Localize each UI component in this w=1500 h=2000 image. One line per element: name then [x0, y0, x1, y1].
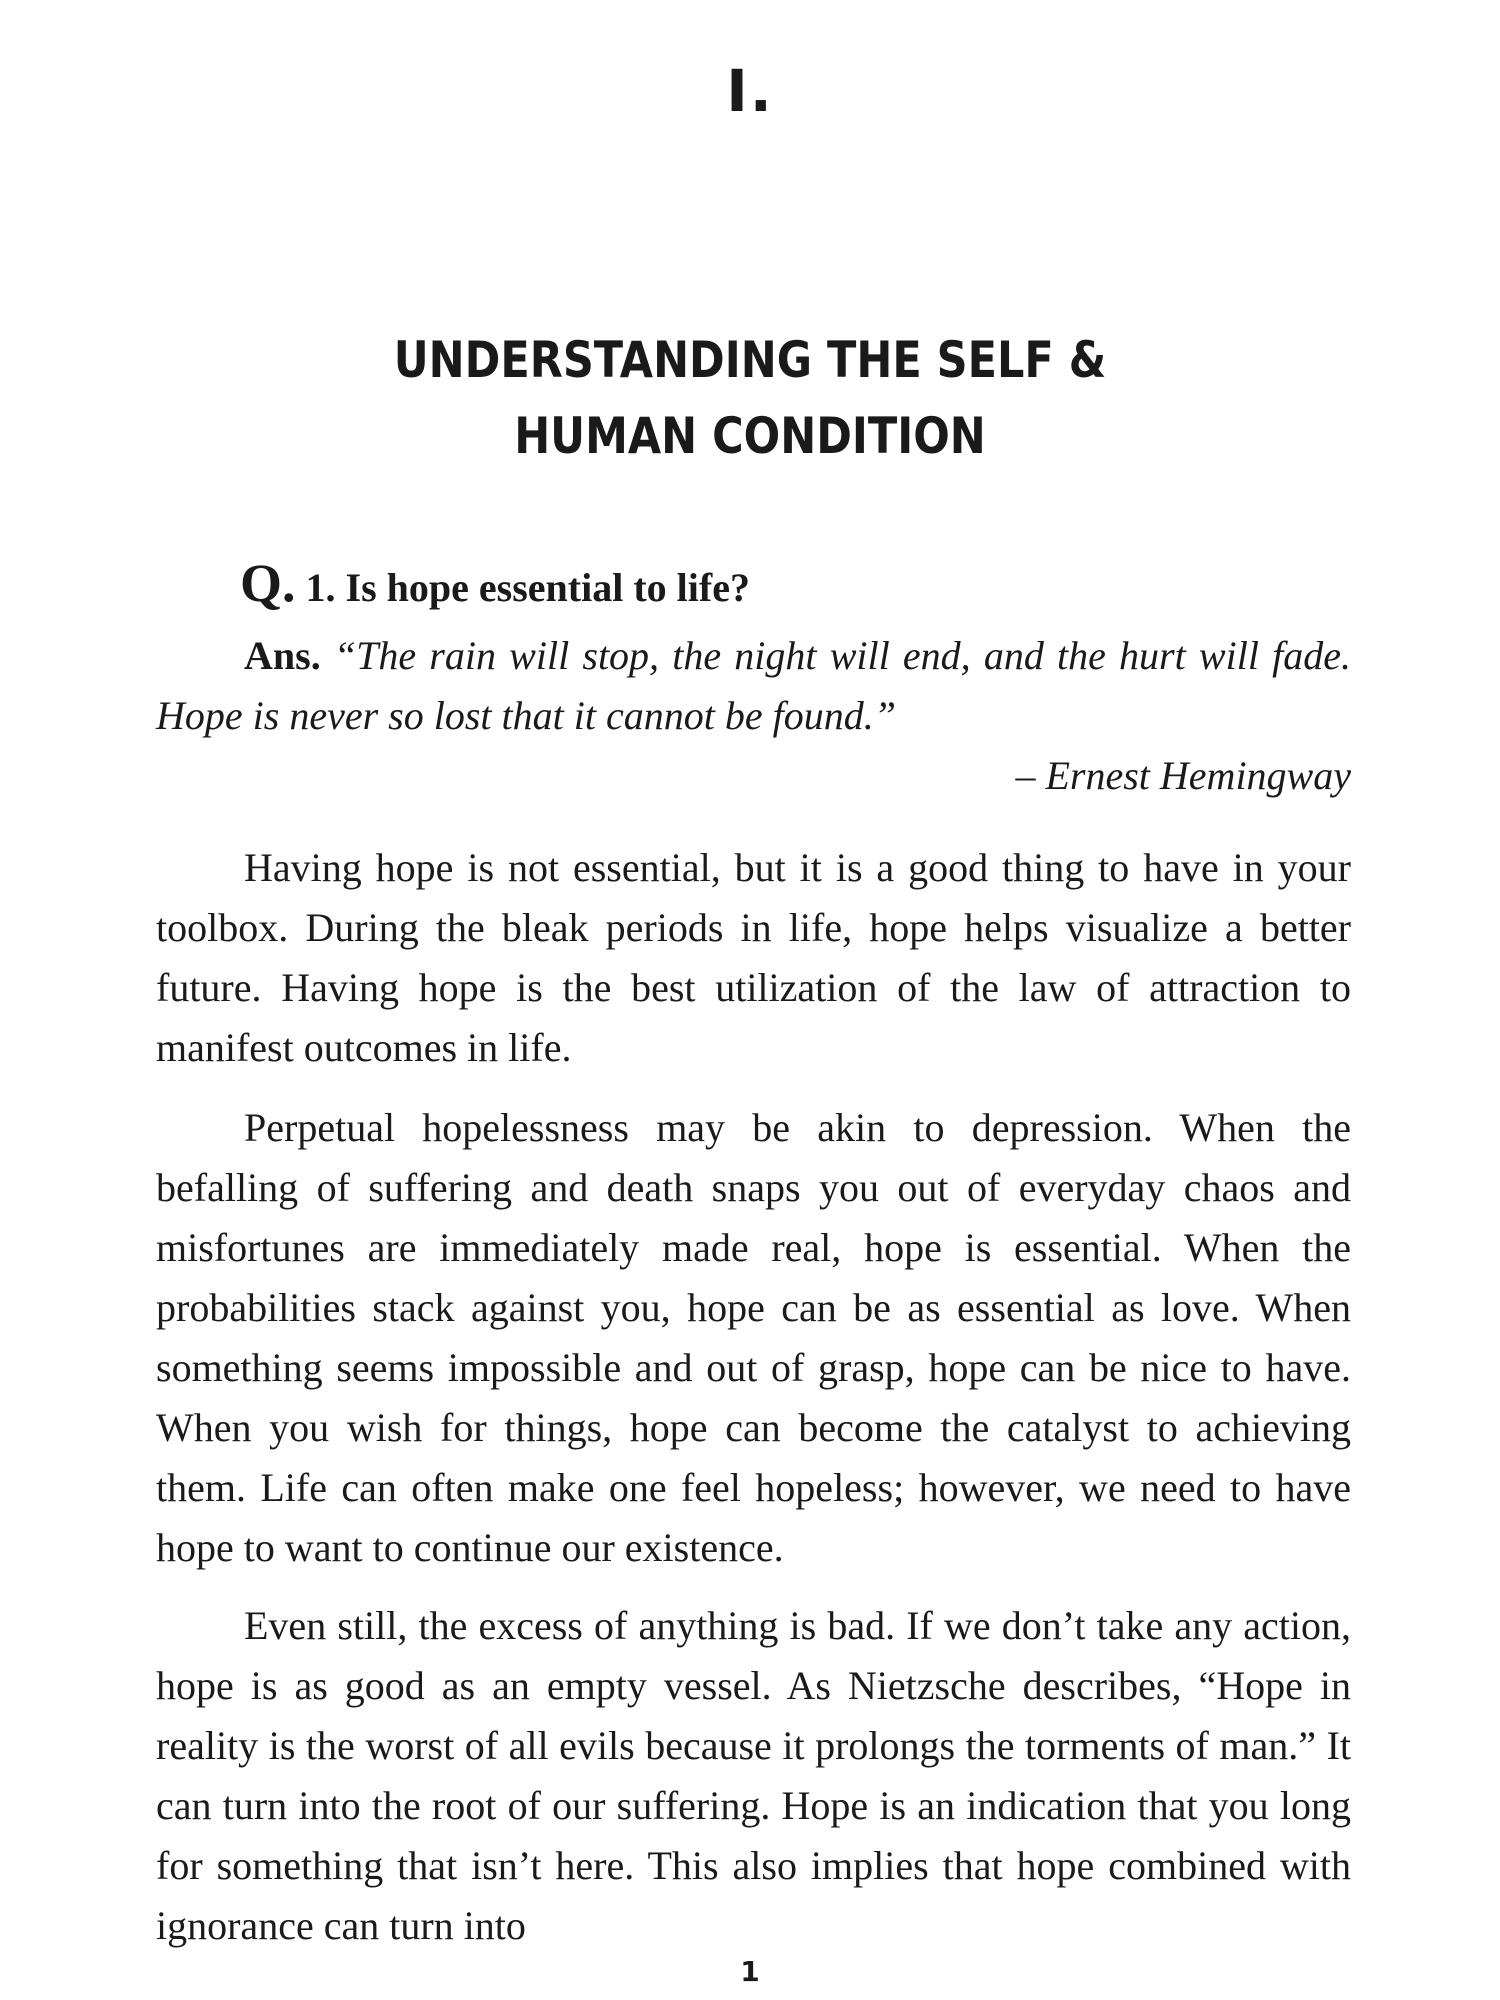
chapter-title-line-2: HUMAN CONDITION: [514, 407, 986, 465]
question-text: 1. Is hope essential to life?: [295, 565, 750, 610]
quote-attribution: – Ernest Hemingway: [1015, 753, 1351, 798]
chapter-number: I.: [726, 57, 774, 125]
paragraph-2: Perpetual hopelessness may be akin to depression. When the befalling of suffering and death snaps you out of everyday chaos and misfortunes are immediately made real, hope is essential. When the probabilities stack against you, hope can be as essential as love. When something seems impossible and out of grasp, hope can be nice to have. When you wish for things, hope can become the catalyst to achieving them. Life can often make one feel hopeless; however, we need to have hope to want to continue our existence.: [156, 1105, 1351, 1570]
answer-quote-block: [156, 626, 1351, 746]
answer-quote: “The rain will stop, the night will end, and the hurt will fade. Hope is never so lost that it cannot be found.”: [156, 633, 1351, 738]
paragraph-3: Even still, the excess of anything is bad. If we don’t take any action, hope is as good as an empty vessel. As Nietzsche describes, “Hope in reality is the worst of all evils because it prolongs the torments of man.” It can turn into the root of our suffering. Hope is an indication that you long for something that isn’t here. This also implies that hope combined with ignorance can turn into: [156, 1603, 1351, 1948]
question-heading: [240, 555, 1340, 616]
chapter-title: [105, 322, 1395, 474]
answer-label: Ans.: [244, 633, 321, 678]
page-number: 1: [740, 1955, 760, 1988]
question-prefix: Q.: [240, 553, 296, 613]
paragraph-1: Having hope is not essential, but it is a good thing to have in your toolbox. During the bleak periods in life, hope helps visualize a better future. Having hope is the best utilization of the law of attraction to manifest outcomes in life.: [156, 845, 1351, 1070]
chapter-title-line-1: UNDERSTANDING THE SELF &: [393, 331, 1107, 389]
